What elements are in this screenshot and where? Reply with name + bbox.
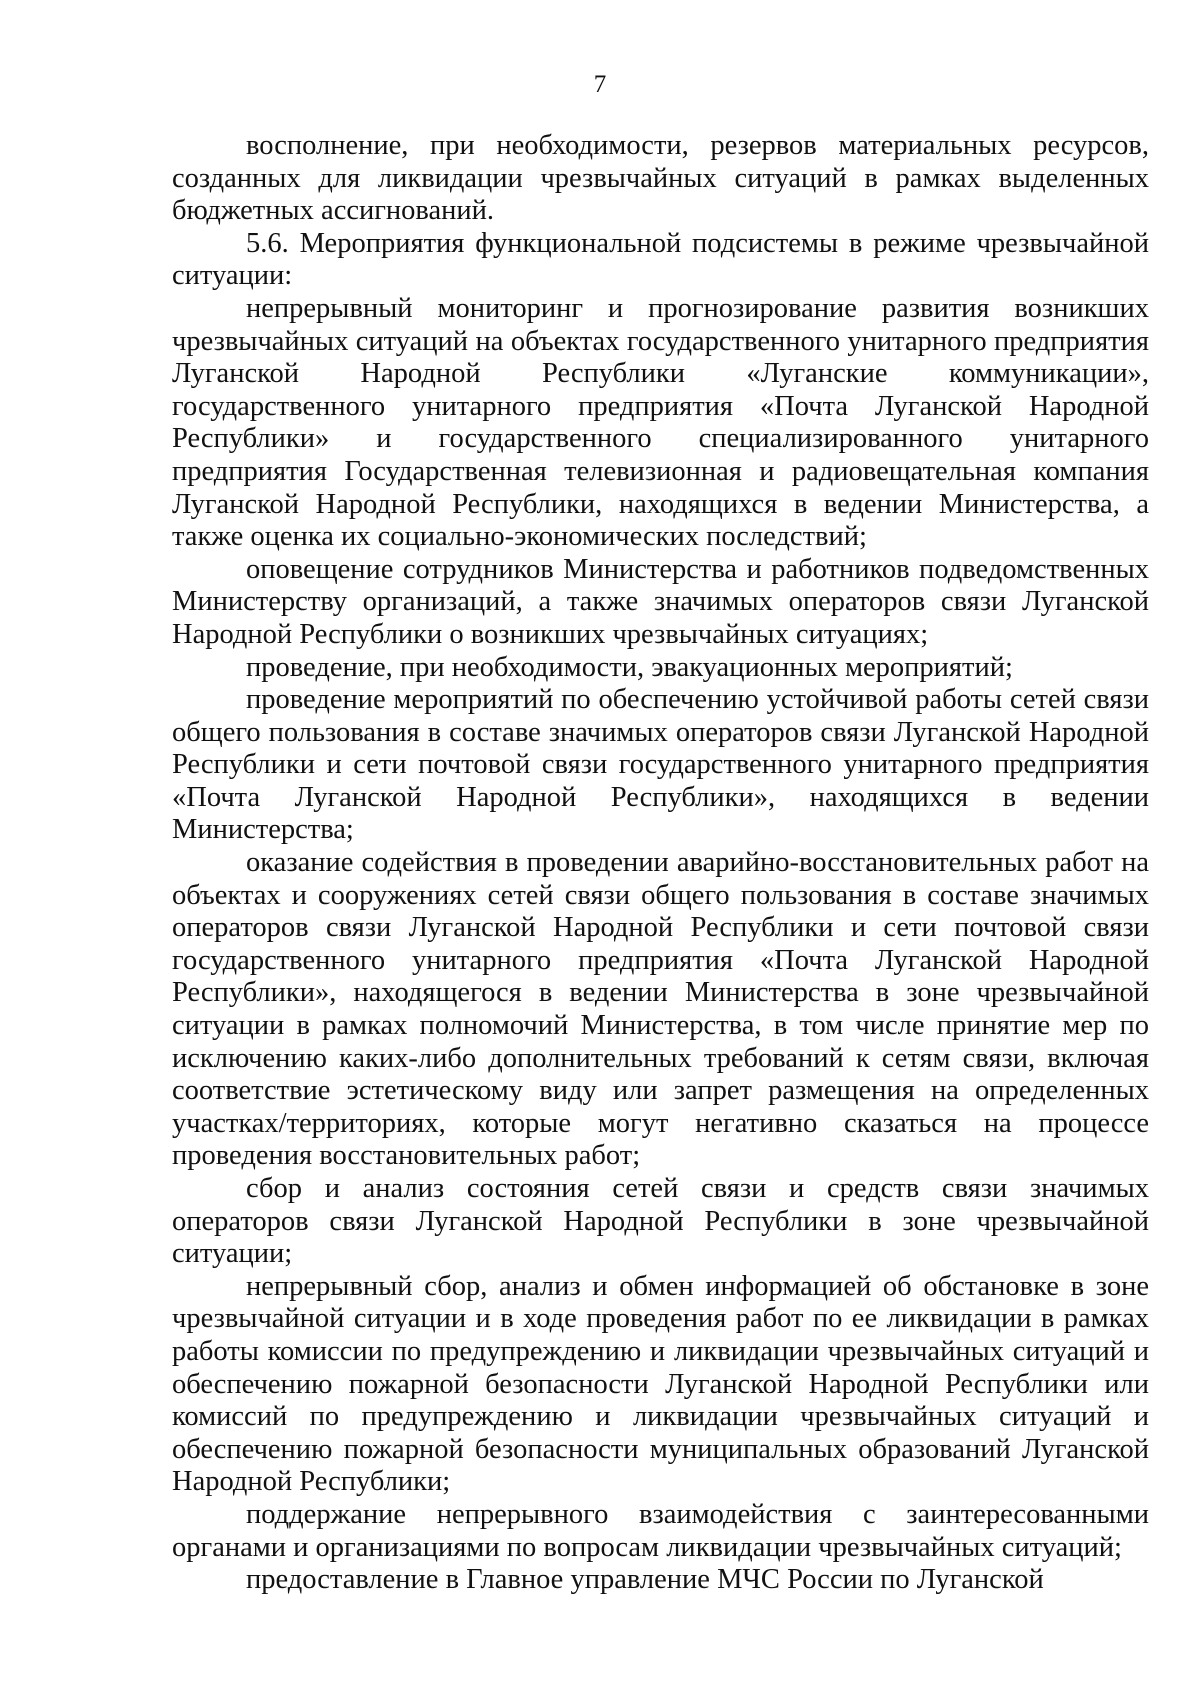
paragraph-network-analysis: сбор и анализ состояния сетей связи и средств связи значимых операторов связи Луганской Народной Республики в зоне чрезвычайной ситуации; bbox=[172, 1173, 1149, 1270]
paragraph-notification: оповещение сотрудников Министерства и работников подведомственных Министерству организаций, а также значимых операторов связи Луганской Народной Республики о возникших чрезвычайных ситуациях; bbox=[172, 553, 1149, 650]
page-number: 7 bbox=[593, 71, 607, 98]
paragraph-monitoring: непрерывный мониторинг и прогнозирование развития возникших чрезвычайных ситуаций на объектах государственного унитарного предприятия Луганской Народной Республики «Луганские коммуникации», государственного унитарного предприятия «Почта Луганской Народной Республики» и государственного специализированного унитарного предприятия Государственная телевизионная и радиовещательная компания Луганской Народной Республики, находящихся в ведении Министерства, а также оценка их социально-экономических последствий; bbox=[172, 292, 1149, 553]
paragraph-section-5-6-heading: 5.6. Мероприятия функциональной подсистемы в режиме чрезвычайной ситуации: bbox=[172, 227, 1149, 292]
paragraph-recovery-assistance: оказание содействия в проведении аварийно-восстановительных работ на объектах и сооружениях сетей связи общего пользования в составе значимых операторов связи Луганской Народной Республики и сети почтовой связи государственного унитарного предприятия «Почта Луганской Народной Республики», находящегося в ведении Министерства в зоне чрезвычайной ситуации в рамках полномочий Министерства, в том числе принятие мер по исключению каких-либо дополнительных требований к сетям связи, включая соответствие эстетическому виду или запрет размещения на определенных участках/территориях, которые могут негативно сказаться на процессе проведения восстановительных работ; bbox=[172, 847, 1149, 1172]
paragraph-replenishment: восполнение, при необходимости, резервов материальных ресурсов, созданных для ликвидации чрезвычайных ситуаций в рамках выделенных бюджетных ассигнований. bbox=[172, 130, 1149, 227]
paragraph-interaction: поддержание непрерывного взаимодействия с заинтересованными органами и организациями по вопросам ликвидации чрезвычайных ситуаций; bbox=[172, 1498, 1149, 1563]
paragraph-network-stability: проведение мероприятий по обеспечению устойчивой работы сетей связи общего пользования в составе значимых операторов связи Луганской Народной Республики и сети почтовой связи государственного унитарного предприятия «Почта Луганской Народной Республики», находящихся в ведении Министерства; bbox=[172, 684, 1149, 846]
paragraph-reporting: предоставление в Главное управление МЧС России по Луганской bbox=[246, 1564, 1044, 1596]
paragraph-evacuation: проведение, при необходимости, эвакуационных мероприятий; bbox=[246, 651, 1013, 683]
document-body bbox=[172, 130, 1149, 1597]
paragraph-information-exchange: непрерывный сбор, анализ и обмен информацией об обстановке в зоне чрезвычайной ситуации и в ходе проведения работ по ее ликвидации в рамках работы комиссии по предупреждению и ликвидации чрезвычайных ситуаций и обеспечению пожарной безопасности Луганской Народной Республики или комиссий по предупреждению и ликвидации чрезвычайных ситуаций и обеспечению пожарной безопасности муниципальных образований Луганской Народной Республики; bbox=[172, 1270, 1149, 1498]
